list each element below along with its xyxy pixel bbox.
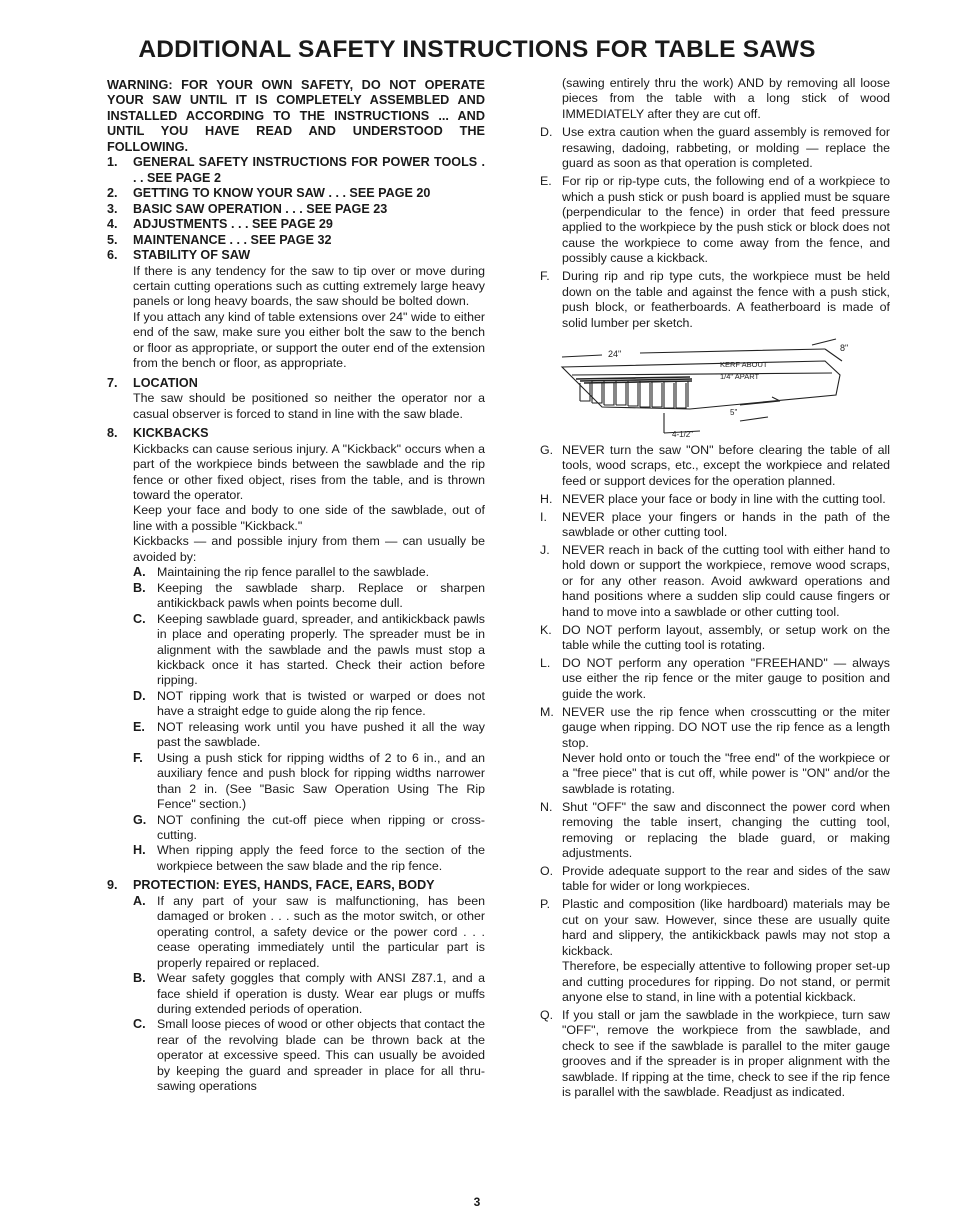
toc-list: [107, 155, 485, 248]
list-item: N. Shut "OFF" the saw and disconnect the power cord when removing the table insert, changing the cutting tool, removing or replacing the blade guard, or making adjustments.: [540, 799, 890, 861]
label-24: 24": [608, 349, 622, 360]
list-item-text: Never hold onto or touch the "free end" of the workpiece or a "free piece" that is cut off, while power is "ON" and/or the sawblade is rotating.: [562, 750, 890, 796]
list-item: G. NEVER turn the saw "ON" before clearing the table of all tools, wood scraps, etc., except the workpiece and related feed or support devices for the operation planned.: [540, 443, 890, 488]
page-title: ADDITIONAL SAFETY INSTRUCTIONS FOR TABLE SAWS: [138, 36, 816, 63]
right-column: [540, 76, 890, 1103]
section-location: 7. LOCATION The saw should be positioned so neither the operator nor a casual observer is forced to stand in line with the saw blade.: [107, 375, 485, 421]
section-kickbacks: 8. KICKBACKS Kickbacks can cause serious injury. A "Kickback" occurs when a part of the workpiece binds between the sawblade and the rip fence or other fixed object, rises from the table, and is thrown toward the operator. Keep your face and body to one side of the sawblade, out of line with a possible "Kickback." Kickbacks — and possible injury from them — can usually be avoided by: A. Maintaining the rip fence parallel to the sawblade. B. Keeping the sawblade sharp. Replace or sharpen antikickback pawls when points become dull. C. Keeping sawblade guard, spreader, and antikickback pawls in place and operating properly. The spreader must be in alignment with the sawblade and the pawls must stop a kickback once it has started. Check their action before ripping. D. NOT ripping work that is twisted or warped or does not have a straight edge to guide along the rip fence. E. NOT releasing work until you have pushed it all the way past the sawblade. F. Using a push stick for ripping widths of 2 to 6 in., and an auxiliary fence and push block for ripping widths narrower than 2 in. (See "Basic Saw Operation Using The Rip Fence" section.) G. NOT confining the cut-off piece when ripping or cross-cutting. H. When ripping apply the feed force to the section of the workpiece between the saw blade and the rip fence.: [107, 426, 485, 873]
paragraph: If there is any tendency for the saw to tip over or move during certain cutting operations such as cutting extremely large heavy panels or long heavy boards, the saw should be bolted down.: [133, 263, 485, 309]
list-item: O. Provide adequate support to the rear and sides of the saw table for wider or long workpieces.: [540, 863, 890, 894]
label-kerf-1: KERF ABOUT: [720, 360, 768, 370]
list-item: H. When ripping apply the feed force to the section of the workpiece between the saw blade and the rip fence.: [133, 843, 485, 873]
warning-paragraph: WARNING: FOR YOUR OWN SAFETY, DO NOT OPERATE YOUR SAW UNTIL IT IS COMPLETELY ASSEMBLED AND INSTALLED ACCORDING TO THE INSTRUCTIONS ... AND UNTIL YOU HAVE READ AND UNDERSTOOD THE FOLLOWING.: [107, 78, 485, 154]
page-number: 3: [473, 1195, 481, 1209]
list-item: A. Maintaining the rip fence parallel to the sawblade.: [133, 565, 430, 580]
list-item: J. NEVER reach in back of the cutting tool with either hand to hold down or support the workpiece, remove wood scraps, or for any other reason. Avoid awkward operations and hand positions where a sudden slip could cause fingers or hand to move into a sawblade or other cutting tool.: [540, 542, 890, 619]
list-item: L. DO NOT perform any operation "FREEHAND" — always use either the rip fence or the miter gauge to position and guide the work.: [540, 655, 890, 701]
paragraph: Keep your face and body to one side of the sawblade, out of line with a possible "Kickback.": [133, 503, 485, 533]
paragraph: Kickbacks — and possible injury from them — can usually be avoided by:: [133, 534, 485, 564]
list-item: C. Keeping sawblade guard, spreader, and antikickback pawls in place and operating properly. The spreader must be in alignment with the sawblade and the pawls must stop a kickback once it has started. Check their action before ripping.: [133, 611, 485, 688]
toc-item: 4. ADJUSTMENTS . . . SEE PAGE 29: [107, 217, 333, 232]
list-item: D. Use extra caution when the guard assembly is removed for resawing, dadoing, rabbeting, or molding — replace the guard as soon as that operation is completed.: [540, 125, 890, 171]
dimension-8: [812, 339, 842, 361]
featherboard-fingers: [580, 381, 688, 408]
list-item: B. Keeping the sawblade sharp. Replace or sharpen antikickback pawls when points become dull.: [133, 580, 485, 611]
list-item: F. Using a push stick for ripping widths of 2 to 6 in., and an auxiliary fence and push block for ripping widths narrower than 2 in. (See "Basic Saw Operation Using The Rip Fence" section.): [133, 750, 485, 812]
toc-item: 5. MAINTENANCE . . . SEE PAGE 32: [107, 232, 332, 247]
list-item: C. Small loose pieces of wood or other objects that contact the rear of the revolving blade can be thrown back at the operator at excessive speed. This can usually be avoided by keeping the guard and spreader in place for all thru-sawing operations: [133, 1017, 485, 1094]
list-item: P. Plastic and composition (like hardboard) materials may be cut on your saw. However, since these are usually quite hard and slippery, the antikickback pawls may not stop a kickback. Therefore, be especially attentive to following proper set-up and cutting procedures for ripping. Do not stand, or permit anyone else to stand, in line with a potential kickback.: [540, 897, 890, 1004]
section-heading: STABILITY OF SAW: [133, 248, 251, 263]
list-item: E. NOT releasing work until you have pushed it all the way past the sawblade.: [133, 719, 485, 750]
list-item: E. For rip or rip-type cuts, the following end of a workpiece to which a push stick or push board is applied must be square (perpendicular to the fence) in order that feed pressure applied to the workpiece by the push stick or block does not cause the workpiece to come away from the fence, and possibly cause a kickback.: [540, 174, 890, 266]
list-item: D. NOT ripping work that is twisted or warped or does not have a straight edge to guide along the rip fence.: [133, 688, 485, 719]
board-hatching: [576, 377, 692, 383]
list-item: H. NEVER place your face or body in line with the cutting tool.: [540, 491, 886, 506]
list-item: Q. If you stall or jam the sawblade in the workpiece, turn saw "OFF", remove the workpiece from the sawblade, and check to see if the sawblade is parallel to the miter gauge grooves and if the spreader is in proper alignment with the sawblade. If ripping at the time, check to see if the rip fence is parallel with the sawblade. Readjust as indicated.: [540, 1007, 890, 1100]
list-item: F. During rip and rip type cuts, the workpiece must be held down on the table and against the fence with a push stick, push block, or featherboards. A featherboard is made of solid lumber per sketch.: [540, 269, 890, 330]
paragraph: The saw should be positioned so neither the operator nor a casual observer is forced to stand in line with the saw blade.: [133, 391, 485, 421]
toc-item: 2. GETTING TO KNOW YOUR SAW . . . SEE PAGE 20: [107, 186, 431, 201]
list-item: K. DO NOT perform layout, assembly, or setup work on the table while the cutting tool is rotating.: [540, 622, 890, 653]
toc-item: 3. BASIC SAW OPERATION . . . SEE PAGE 23: [107, 201, 388, 216]
section-heading: PROTECTION: EYES, HANDS, FACE, EARS, BODY: [133, 878, 435, 893]
label-kerf-2: 1/4" APART: [720, 372, 760, 382]
label-8: 8": [840, 343, 849, 354]
dimension-24: [562, 349, 825, 360]
left-column: [107, 76, 485, 1095]
section-heading: KICKBACKS: [133, 426, 209, 441]
list-item: B. Wear safety goggles that comply with ANSI Z87.1, and a face shield if operation is dusty. Wear ear plugs or muffs during extended periods of operation.: [133, 971, 485, 1017]
toc-item: 1. GENERAL SAFETY INSTRUCTIONS FOR POWER TOOLS . . . SEE PAGE 2: [107, 155, 485, 185]
list-item: G. NOT confining the cut-off piece when ripping or cross-cutting.: [133, 812, 485, 842]
list-item-text: NEVER use the rip fence when crosscutting or the miter gauge when ripping. DO NOT use the rip fence as a length stop.: [562, 704, 890, 750]
section-heading: LOCATION: [133, 375, 198, 390]
label-4-half: 4-1/2": [672, 430, 694, 440]
finger-kerfs: [580, 383, 686, 408]
featherboard-sketch: [540, 335, 890, 439]
section-protection: 9. PROTECTION: EYES, HANDS, FACE, EARS, BODY A. If any part of your saw is malfunctioning, has been damaged or broken . . . such as the motor switch, or other operating control, a safety device or the power cord . . . cease operating immediately until the particular part is properly repaired or replaced. B. Wear safety goggles that comply with ANSI Z87.1, and a face shield if operation is dusty. Wear ear plugs or muffs during extended periods of operation. C. Small loose pieces of wood or other objects that contact the rear of the revolving blade can be thrown back at the operator at excessive speed. This can usually be avoided by keeping the guard and spreader in place for all thru-sawing operations: [107, 878, 485, 1094]
section-stability: 6. STABILITY OF SAW If there is any tendency for the saw to tip over or move during certain cutting operations such as cutting extremely large heavy panels or long heavy boards, the saw should be bolted down. If you attach any kind of table extensions over 24" wide to either end of the saw, make sure you either bolt the saw to the bench or floor as appropriate, or support the outer end of the extension from the bench or floor, as appropriate.: [107, 248, 485, 371]
paragraph: Kickbacks can cause serious injury. A "Kickback" occurs when a part of the workpiece binds between the sawblade and the rip fence or other fixed object, rises from the table, and is thrown toward the operator.: [133, 441, 485, 502]
list-item: A. If any part of your saw is malfunctioning, has been damaged or broken . . . such as the motor switch, or other operating control, a safety device or the power cord . . . cease operating immediately until the particular part is properly repaired or replaced.: [133, 893, 485, 970]
list-item-text: Therefore, be especially attentive to following proper set-up and cutting procedures for ripping. Do not stand, or permit anyone else to stand, in line with a potential kickback.: [562, 959, 890, 1004]
list-item: I. NEVER place your fingers or hands in the path of the sawblade or other cutting tool.: [540, 509, 890, 540]
board-edge: [572, 373, 832, 375]
label-5: 5": [730, 408, 738, 418]
list-item: M. NEVER use the rip fence when crosscutting or the miter gauge when ripping. DO NOT use the rip fence as a length stop. Never hold onto or touch the "free end" of the workpiece or a "free piece" that is cut off, while power is "ON" and/or the sawblade is rotating.: [540, 704, 890, 796]
paragraph: If you attach any kind of table extensions over 24" wide to either end of the saw, make sure you either bolt the saw to the bench or floor as appropriate, or support the outer end of the extension from the bench or floor, as appropriate.: [133, 309, 485, 371]
list-item-text: Plastic and composition (like hardboard) materials may be cut on your saw. However, since these are usually quite hard and slippery, the antikickback pawls may not stop a kickback.: [562, 897, 890, 958]
continued-paragraph: (sawing entirely thru the work) AND by removing all loose pieces from the table with a long stick of wood IMMEDIATELY after they are cut off.: [562, 76, 890, 121]
